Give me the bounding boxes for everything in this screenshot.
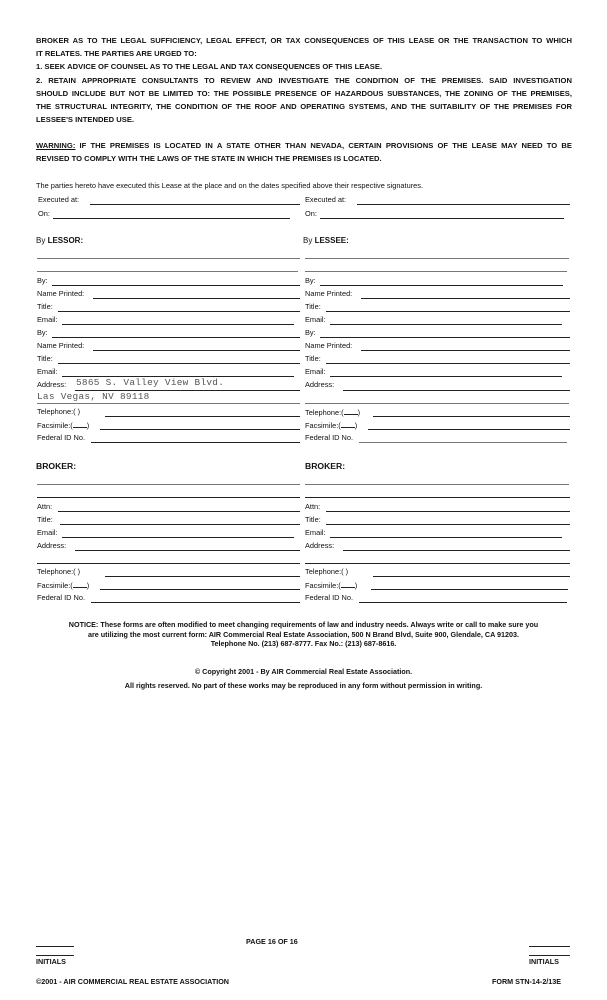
lessee-title-label-2: Title: <box>305 354 321 363</box>
broker-left-federal-id-label: Federal ID No. <box>37 593 86 602</box>
intro-line-2: IT RELATES. THE PARTIES ARE URGED TO: <box>36 49 197 59</box>
lessee-executed-at-label: Executed at: <box>305 195 347 204</box>
lessor-facsimile-field[interactable] <box>100 429 300 430</box>
broker-left-heading: BROKER: <box>36 461 77 471</box>
broker-left-attn-field[interactable] <box>58 511 300 512</box>
lessee-executed-at-field[interactable] <box>357 204 570 205</box>
lessor-executed-at-field[interactable] <box>90 204 300 205</box>
facsimile-close: ) <box>354 421 358 430</box>
warning-text-1: IF THE PREMISES IS LOCATED IN A STATE OTHER THAN NEVADA, CERTAIN PROVISIONS OF THE LEASE MAY NEED TO BE <box>75 141 572 150</box>
broker-left-title-field[interactable] <box>60 524 300 525</box>
page-number: PAGE 16 OF 16 <box>246 937 298 946</box>
notice-line-3: Telephone No. (213) 687-8777. Fax No.: (213) 687-8616. <box>210 639 397 649</box>
lessor-fax-area-code[interactable] <box>73 420 90 430</box>
broker-left-telephone-label: Telephone:( ) <box>37 567 81 576</box>
broker-left-fax-area-code[interactable] <box>73 580 90 590</box>
broker-left-address-label: Address: <box>37 541 67 550</box>
lessor-on-field[interactable] <box>53 218 290 219</box>
lessee-federal-id-label: Federal ID No. <box>305 433 354 442</box>
telephone-close: ) <box>357 408 361 417</box>
lessee-address-label: Address: <box>305 380 335 389</box>
intro-line-1: BROKER AS TO THE LEGAL SUFFICIENCY, LEGAL EFFECT, OR TAX CONSEQUENCES OF THIS LEASE OR THE TRANSACTION TO WHICH <box>36 36 572 45</box>
broker-left-address-field-1[interactable] <box>75 550 300 551</box>
broker-right-federal-id-label: Federal ID No. <box>305 593 354 602</box>
lessor-email-label-1: Email: <box>37 315 58 324</box>
lessor-by-field-1[interactable] <box>52 285 300 286</box>
lessee-fax-area-code[interactable] <box>341 420 358 430</box>
lessee-federal-id-field[interactable] <box>359 442 567 443</box>
intro-line-3: 1. SEEK ADVICE OF COUNSEL AS TO THE LEGAL AND TAX CONSEQUENCES OF THIS LEASE. <box>36 62 383 72</box>
lessor-title-label-1: Title: <box>37 302 53 311</box>
facsimile-open: Facsimile:( <box>37 421 73 430</box>
lessee-by-label-2: By: <box>305 328 316 337</box>
broker-left-facsimile-field[interactable] <box>100 589 300 590</box>
broker-left-telephone-field[interactable] <box>105 576 300 577</box>
lessor-address-line-2[interactable]: Las Vegas, NV 89118 <box>37 391 150 402</box>
broker-right-address-field-1[interactable] <box>343 550 570 551</box>
intro-line-5: SHOULD INCLUDE BUT NOT BE LIMITED TO: THE POSSIBLE PRESENCE OF HAZARDOUS SUBSTANCES, THE ZONING OF THE PREMISES, <box>36 88 572 98</box>
lessor-executed-at-label: Executed at: <box>38 195 80 204</box>
lessee-title-field-2[interactable] <box>326 363 570 364</box>
lessee-heading-prefix: By <box>303 236 315 245</box>
warning-paragraph <box>36 139 572 165</box>
facsimile-close: ) <box>86 581 90 590</box>
intro-line-6: THE STRUCTURAL INTEGRITY, THE CONDITION OF THE ROOF AND OPERATING SYSTEMS, AND THE SUITABILITY OF THE PREMISES FOR <box>36 102 572 112</box>
lessee-by-field-2[interactable] <box>320 337 570 338</box>
broker-right-address-label: Address: <box>305 541 335 550</box>
lessor-heading <box>36 236 83 246</box>
facsimile-open: Facsimile:( <box>305 581 341 590</box>
lessor-facsimile-label <box>37 420 89 430</box>
footer-association: ©2001 - AIR COMMERCIAL REAL ESTATE ASSOCIATION <box>36 977 229 986</box>
lessee-title-field-1[interactable] <box>326 311 570 312</box>
lessor-title-label-2: Title: <box>37 354 53 363</box>
broker-right-address-field-2[interactable] <box>305 563 570 564</box>
lessor-on-label: On: <box>38 209 50 218</box>
lessor-federal-id-field[interactable] <box>91 442 300 443</box>
notice-block <box>36 620 571 649</box>
broker-right-title-field[interactable] <box>326 524 570 525</box>
lessee-on-field[interactable] <box>320 218 564 219</box>
lessor-name-printed-field-2[interactable] <box>93 350 300 351</box>
lessee-telephone-field[interactable] <box>373 416 570 417</box>
lessor-name-line-2[interactable] <box>37 271 298 272</box>
lessee-facsimile-field[interactable] <box>368 429 570 430</box>
initials-right-field-2[interactable] <box>529 955 570 956</box>
broker-right-name-line-1[interactable] <box>305 484 569 485</box>
broker-left-email-field[interactable] <box>62 537 294 538</box>
facsimile-open: Facsimile:( <box>305 421 341 430</box>
lessee-email-label-2: Email: <box>305 367 326 376</box>
lessor-email-field-1[interactable] <box>62 324 294 325</box>
lessor-heading-label: LESSOR: <box>47 236 84 245</box>
lessor-name-printed-label-1: Name Printed: <box>37 289 85 298</box>
lessor-address-label: Address: <box>37 380 67 389</box>
footer-form-id: FORM STN-14-2/13E <box>492 977 562 986</box>
lessor-by-field-2[interactable] <box>52 337 300 338</box>
lessee-address-field-2[interactable] <box>305 403 569 404</box>
lessor-federal-id-label: Federal ID No. <box>37 433 86 442</box>
lessor-name-line-1[interactable] <box>37 258 300 259</box>
lessee-telephone-label <box>305 407 360 417</box>
lessee-on-label: On: <box>305 209 317 218</box>
facsimile-open: Facsimile:( <box>37 581 73 590</box>
lessee-heading <box>303 236 349 246</box>
lessee-name-line-2[interactable] <box>305 271 567 272</box>
lessor-heading-prefix: By <box>36 236 48 245</box>
lessor-telephone-field[interactable] <box>105 416 300 417</box>
broker-right-facsimile-field[interactable] <box>371 589 568 590</box>
broker-right-telephone-field[interactable] <box>373 576 570 577</box>
broker-right-fax-area-code[interactable] <box>341 580 358 590</box>
facsimile-close: ) <box>354 581 358 590</box>
initials-right-field-1[interactable] <box>529 946 570 947</box>
initials-left-field-2[interactable] <box>36 955 74 956</box>
copyright-line: © Copyright 2001 - By AIR Commercial Real Estate Association. <box>194 667 413 676</box>
lessee-email-field-1[interactable] <box>330 324 562 325</box>
broker-left-federal-id-field[interactable] <box>91 602 300 603</box>
broker-left-attn-label: Attn: <box>37 502 53 511</box>
broker-right-name-line-2[interactable] <box>305 497 570 498</box>
execution-statement: The parties hereto have executed this Lease at the place and on the dates specified above their respective signatures. <box>36 181 424 190</box>
lessor-title-field-2[interactable] <box>58 363 300 364</box>
broker-left-title-label: Title: <box>37 515 53 524</box>
lessor-email-label-2: Email: <box>37 367 58 376</box>
warning-line-2: REVISED TO COMPLY WITH THE LAWS OF THE STATE IN WHICH THE PREMISES IS LOCATED. <box>36 154 382 164</box>
lessor-name-printed-field-1[interactable] <box>93 298 300 299</box>
broker-right-email-label: Email: <box>305 528 326 537</box>
lessor-title-field-1[interactable] <box>58 311 300 312</box>
lessee-name-printed-field-1[interactable] <box>361 298 570 299</box>
broker-right-telephone-label: Telephone:( ) <box>305 567 349 576</box>
broker-right-title-label: Title: <box>305 515 321 524</box>
lessee-email-field-2[interactable] <box>330 376 562 377</box>
broker-right-federal-id-field[interactable] <box>359 602 567 603</box>
rights-reserved-line: All rights reserved. No part of these works may be reproduced in any form without permission in writing. <box>124 681 483 690</box>
legal-advice-paragraph <box>36 34 572 126</box>
lessee-address-field-1[interactable] <box>343 390 570 391</box>
broker-right-heading: BROKER: <box>305 461 346 471</box>
warning-line-1 <box>36 139 572 152</box>
lessee-by-field-1[interactable] <box>320 285 563 286</box>
lessee-name-printed-label-2: Name Printed: <box>305 341 353 350</box>
broker-right-facsimile-label <box>305 580 357 590</box>
lessee-facsimile-label <box>305 420 357 430</box>
lessee-name-printed-label-1: Name Printed: <box>305 289 353 298</box>
broker-left-facsimile-label <box>37 580 89 590</box>
broker-left-email-label: Email: <box>37 528 58 537</box>
warning-label: WARNING: <box>36 141 76 150</box>
lessor-by-label-2: By: <box>37 328 48 337</box>
broker-left-name-line-1[interactable] <box>37 484 300 485</box>
broker-right-attn-label: Attn: <box>305 502 321 511</box>
broker-left-name-line-2[interactable] <box>37 497 300 498</box>
lessee-name-line-1[interactable] <box>305 258 569 259</box>
lessee-heading-label: LESSEE: <box>314 236 349 245</box>
lessee-phone-area-code[interactable] <box>344 407 361 417</box>
lessee-title-label-1: Title: <box>305 302 321 311</box>
lessee-name-printed-field-2[interactable] <box>361 350 570 351</box>
facsimile-close: ) <box>86 421 90 430</box>
lessor-address-field-2[interactable] <box>37 403 300 404</box>
notice-line-1: NOTICE: These forms are often modified to meet changing requirements of law and industry needs. Always write or call to make sure you <box>68 620 539 629</box>
lessor-address-line-1[interactable]: 5865 S. Valley View Blvd. <box>76 377 225 388</box>
telephone-open: Telephone:( <box>305 408 344 417</box>
broker-right-email-field[interactable] <box>330 537 562 538</box>
initials-right-label: INITIALS <box>529 957 559 966</box>
notice-line-2: are utilizing the most current form: AIR Commercial Real Estate Association, 500 N Brand Blvd, Suite 900, Glendale, CA 91203. <box>88 629 519 639</box>
initials-left-field-1[interactable] <box>36 946 74 947</box>
broker-left-address-field-2[interactable] <box>37 563 300 564</box>
initials-left-label: INITIALS <box>36 957 66 966</box>
intro-line-4: 2. RETAIN APPROPRIATE CONSULTANTS TO REVIEW AND INVESTIGATE THE CONDITION OF THE PREMISES. SAID INVESTIGATION <box>36 75 572 85</box>
lessee-email-label-1: Email: <box>305 315 326 324</box>
lessor-telephone-label: Telephone:( ) <box>37 407 81 416</box>
lessor-name-printed-label-2: Name Printed: <box>37 341 85 350</box>
intro-line-7: LESSEE'S INTENDED USE. <box>36 115 135 125</box>
broker-right-attn-field[interactable] <box>326 511 570 512</box>
lessor-by-label-1: By: <box>37 276 48 285</box>
lessee-by-label-1: By: <box>305 276 316 285</box>
